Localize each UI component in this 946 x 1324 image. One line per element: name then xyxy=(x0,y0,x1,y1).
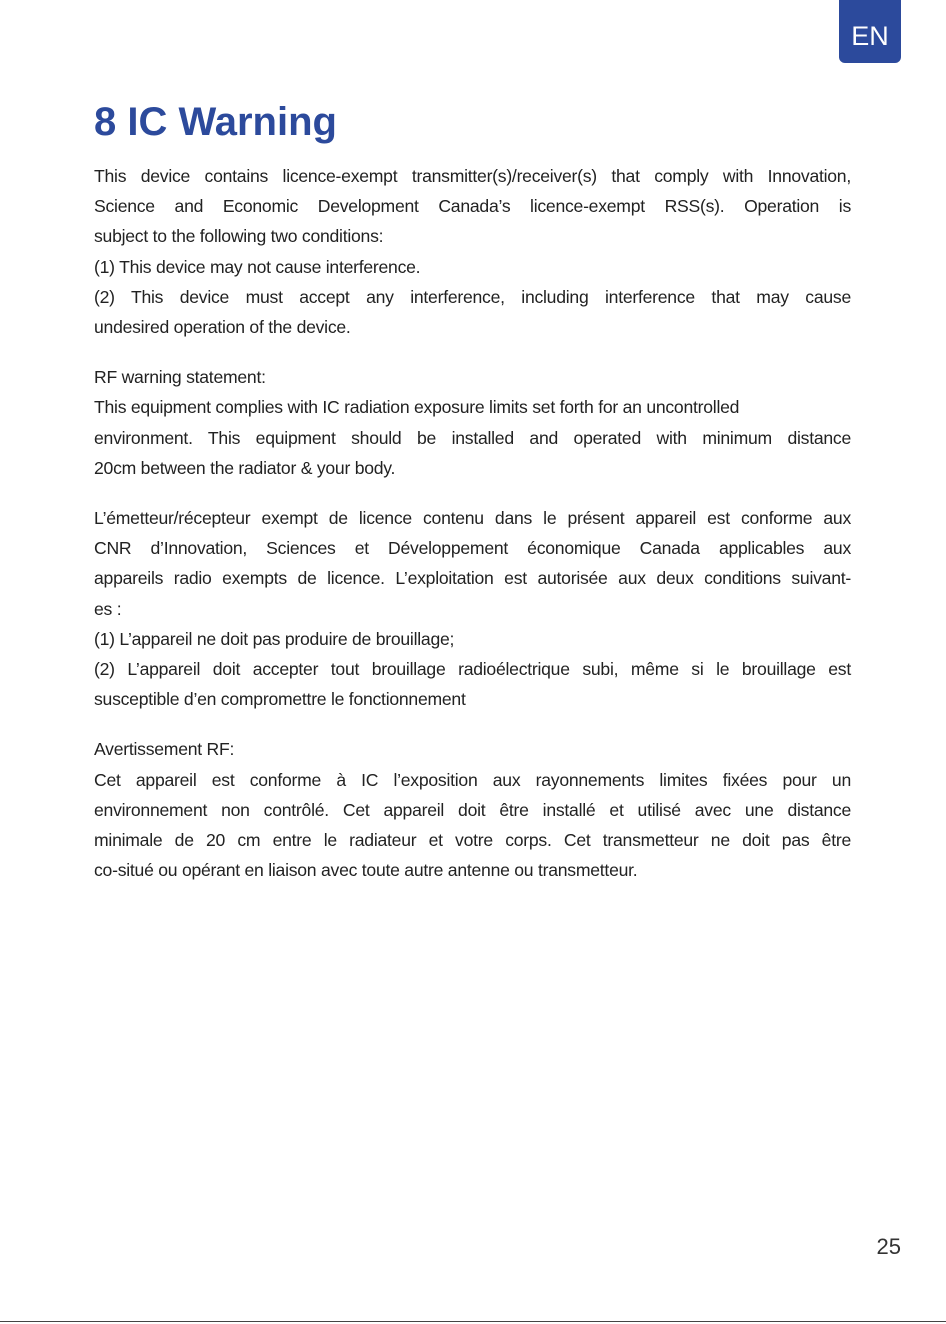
text-line: subject to the following two conditions: xyxy=(94,226,384,247)
text-line: Science and Economic Development Canada’s licence-exempt RSS(s). Operation is xyxy=(94,196,851,217)
text-line: Cet appareil est conforme à IC l’exposition aux rayonnements limites fixées pour un xyxy=(94,769,851,790)
text-line: minimale de 20 cm entre le radiateur et votre corps. Cet transmetteur ne doit pas être xyxy=(94,830,851,851)
text-line: environment. This equipment should be installed and operated with minimum distance xyxy=(94,427,851,448)
rf-warning-french-paragraph xyxy=(94,734,851,885)
text-line: es : xyxy=(94,598,122,619)
text-line: This device contains licence-exempt transmitter(s)/receiver(s) that comply with Innovation, xyxy=(94,166,851,186)
text-line: CNR d’Innovation, Sciences et Développement économique Canada applicables aux xyxy=(94,538,851,559)
document-body xyxy=(94,161,851,905)
condition-2-english: (2) This device must accept any interference, including interference that may cause xyxy=(94,286,851,307)
ic-warning-english-paragraph xyxy=(94,161,851,342)
rf-warning-heading-french: Avertissement RF: xyxy=(94,739,235,760)
text-line: appareils radio exempts de licence. L’exploitation est autorisée aux deux conditions suivant- xyxy=(94,568,851,589)
rf-warning-heading: RF warning statement: xyxy=(94,367,266,388)
text-line: environnement non contrôlé. Cet appareil doit être installé et utilisé avec une distance xyxy=(94,799,851,820)
text-line: undesired operation of the device. xyxy=(94,317,351,338)
language-tab-en: EN xyxy=(839,0,901,63)
text-line: 20cm between the radiator & your body. xyxy=(94,457,396,478)
rf-warning-english-paragraph xyxy=(94,362,851,483)
text-line: co-situé ou opérant en liaison avec toute autre antenne ou transmetteur. xyxy=(94,860,638,881)
text-line: This equipment complies with IC radiation exposure limits set forth for an uncontrolled xyxy=(94,397,740,418)
ic-warning-french-paragraph xyxy=(94,503,851,714)
condition-1-french: (1) L’appareil ne doit pas produire de brouillage; xyxy=(94,628,455,649)
text-line: L’émetteur/récepteur exempt de licence contenu dans le présent appareil est conforme aux xyxy=(94,508,851,529)
condition-2-french: (2) L’appareil doit accepter tout brouillage radioélectrique subi, même si le brouillage est xyxy=(94,659,851,680)
page-number: 25 xyxy=(876,1234,901,1259)
condition-1-english: (1) This device may not cause interference. xyxy=(94,256,421,277)
bottom-divider xyxy=(0,1321,946,1322)
text-line: susceptible d’en compromettre le fonctionnement xyxy=(94,689,466,710)
page-title: 8 IC Warning xyxy=(94,100,337,144)
